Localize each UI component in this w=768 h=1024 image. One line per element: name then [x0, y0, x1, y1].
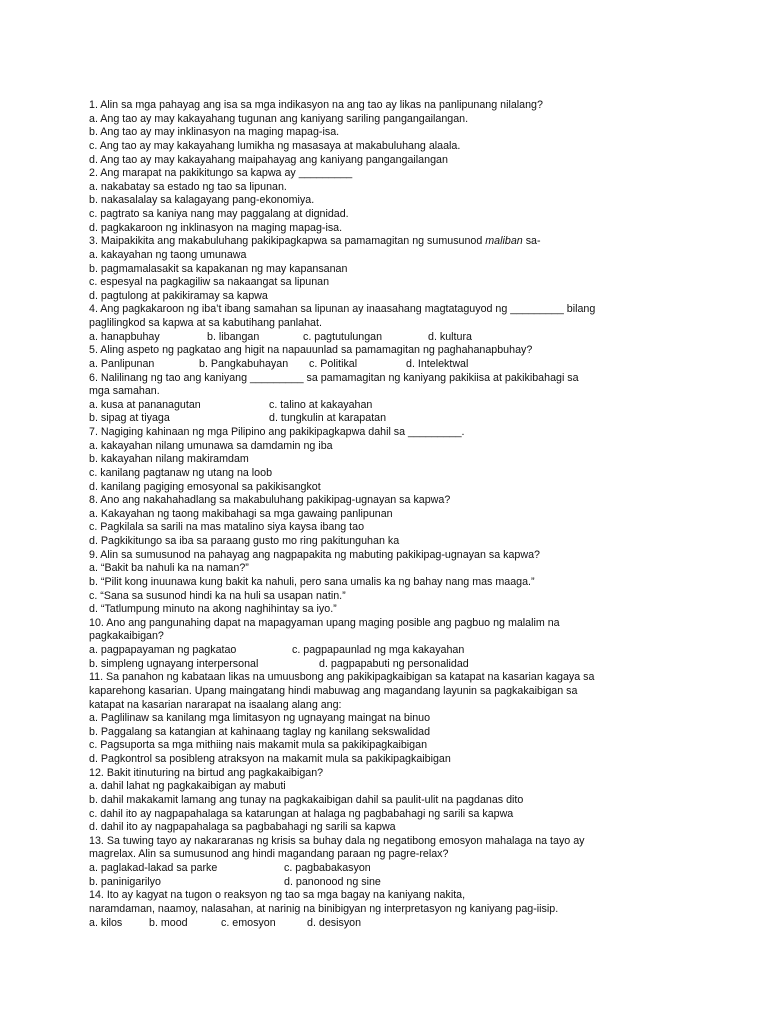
q11-choice-a: a. Paglilinaw sa kanilang mga limitasyon ng ugnayang maingat na binuo — [89, 712, 431, 725]
q7-choice-b: b. kakayahan nilang makiramdam — [89, 453, 249, 466]
q14-choice-d: d. desisyon — [307, 916, 362, 929]
q8-choice-d: d. Pagkikitungo sa iba sa paraang gusto mo ring pakitunguhan ka — [89, 535, 400, 547]
question-14-line-1: 14. Ito ay kagyat na tugon o reaksyon ng tao sa mga bagay na kaniyang nakita, — [89, 889, 466, 902]
q2-choice-a: a. nakabatay sa estado ng tao sa lipunan. — [89, 180, 287, 193]
q11-choice-b: b. Paggalang sa katangian at kahinaang taglay ng kanilang sekswalidad — [89, 725, 431, 738]
q6-choice-a: a. kusa at pananagutan — [89, 398, 201, 411]
questions-list — [89, 99, 689, 930]
q13-choices-row-2 — [89, 876, 689, 890]
q9-choice-d: d. “Tatlumpung minuto na akong naghihintay sa iyo.” — [89, 603, 337, 616]
q9-choice-b: b. “Pilit kong inuunawa kung bakit ka nahuli, pero sana umalis ka ng bahay nang mas maaga.” — [89, 575, 535, 588]
question-10-line-1: 10. Ano ang pangunahing dapat na mapagyaman upang maging posible ang pagbuo ng malalim na — [89, 616, 560, 629]
question-11-line-3: katapat na kasarian nararapat na isaalang alang ang: — [89, 698, 342, 711]
q13-choice-c: c. pagbabakasyon — [284, 862, 371, 874]
q10-choices-row-1 — [89, 644, 689, 658]
question-5: 5. Aling aspeto ng pagkatao ang higit na napauunlad sa pamamagitan ng paghahanapbuhay? — [89, 344, 533, 357]
q5-choice-c: c. Politikal — [309, 357, 358, 370]
q10-choice-a: a. pagpapayaman ng pagkatao — [89, 644, 237, 656]
q12-choice-b: b. dahil makakamit lamang ang tunay na pagkakaibigan dahil sa paulit-ulit na pagdanas dito — [89, 793, 524, 806]
q12-choice-a: a. dahil lahat ng pagkakaibigan ay mabuti — [89, 780, 286, 793]
q13-choice-a: a. paglakad-lakad sa parke — [89, 862, 218, 874]
question-7: 7. Nagiging kahinaan ng mga Pilipino ang pakikipagkapwa dahil sa _________. — [89, 426, 465, 438]
q12-choice-c: c. dahil ito ay nagpapahalaga sa katarungan at halaga ng pagbabahagi ng sarili sa kapwa — [89, 807, 514, 820]
q1-choice-d: d. Ang tao ay may kakayahang maipahayag ang kaniyang pangangailangan — [89, 153, 448, 166]
q13-choices-row-1 — [89, 862, 689, 876]
q4-choices-row — [89, 331, 689, 345]
q7-choice-d: d. kanilang pagiging emosyonal sa pakikisangkot — [89, 480, 321, 493]
question-2: 2. Ang marapat na pakikitungo sa kapwa ay _________ — [89, 167, 353, 180]
q1-choice-b: b. Ang tao ay may inklinasyon na maging mapag-isa. — [89, 126, 340, 139]
q2-choice-d: d. pagkakaroon ng inklinasyon na maging mapag-isa. — [89, 221, 343, 234]
q1-choice-c: c. Ang tao ay may kakayahang lumikha ng masasaya at makabuluhang alaala. — [89, 139, 461, 152]
q9-choice-a: a. “Bakit ba nahuli ka na naman?” — [89, 562, 249, 575]
q10-choice-c: c. pagpapaunlad ng mga kakayahan — [292, 644, 465, 656]
q4-choice-c: c. pagtutulungan — [303, 330, 383, 343]
question-6-line-1: 6. Nalilinang ng tao ang kaniyang _________ sa pamamagitan ng kaniyang pakikiisa at pakikibahagi sa — [89, 371, 579, 384]
question-13-line-2: magrelax. Alin sa sumusunod ang hindi magandang paraan ng pagre-relax? — [89, 848, 449, 861]
question-13-line-1: 13. Sa tuwing tayo ay nakararanas ng krisis sa buhay dala ng negatibong emosyon mahalaga na tayo ay — [89, 834, 585, 847]
q6-choice-b: b. sipag at tiyaga — [89, 412, 170, 425]
q10-choices-row-2 — [89, 658, 689, 672]
q6-choices-row-1 — [89, 399, 689, 413]
q14-choice-c: c. emosyon — [221, 916, 276, 929]
q3-text-post: sa- — [522, 235, 541, 248]
q2-choice-c: c. pagtrato sa kaniya nang may paggalang at dignidad. — [89, 208, 349, 220]
question-6-line-2: mga samahan. — [89, 385, 160, 398]
q14-choice-a: a. kilos — [89, 916, 123, 929]
question-4-line-1: 4. Ang pagkakaroon ng iba’t ibang samahan sa lipunan ay inaasahang magtataguyod ng _________ bilang — [89, 303, 596, 316]
q3-choice-d: d. pagtulong at pakikiramay sa kapwa — [89, 289, 268, 302]
q3-choice-c: c. espesyal na pagkagiliw sa nakaangat sa lipunan — [89, 276, 330, 289]
q5-choices-row — [89, 358, 689, 372]
q8-choice-c: c. Pagkilala sa sarili na mas matalino siya kaysa ibang tao — [89, 521, 365, 534]
q14-choice-b: b. mood — [149, 916, 188, 929]
question-12: 12. Bakit itinuturing na birtud ang pagkakaibigan? — [89, 766, 324, 779]
question-4-line-2: paglilingkod sa kapwa at sa kabutihang panlahat. — [89, 317, 322, 329]
q4-choice-b: b. libangan — [207, 330, 260, 343]
q3-text-pre: 3. Maipakikita ang makabuluhang pakikipagkapwa sa pamamagitan ng sumusunod — [89, 235, 486, 248]
question-11-line-2: kaparehong kasarian. Upang maingatang hindi mabuwag ang magandang layunin sa pagkakaibigan sa — [89, 684, 578, 697]
question-10-line-2: pagkakaibigan? — [89, 630, 164, 643]
q4-choice-d: d. kultura — [428, 330, 472, 343]
q13-choice-b: b. paninigarilyo — [89, 875, 161, 888]
q14-choices-row — [89, 917, 689, 931]
question-11-line-1: 11. Sa panahon ng kabataan likas na umuusbong ang pakikipagkaibigan sa katapat na kasarian kagaya sa — [89, 671, 595, 684]
q7-choice-c: c. kanilang pagtanaw ng utang na loob — [89, 466, 273, 479]
question-14-line-2: naramdaman, naamoy, nalasahan, at narinig na binibigyan ng interpretasyon ng kaniyang pag-iisip. — [89, 902, 559, 915]
q4-choice-a: a. hanapbuhay — [89, 330, 160, 343]
question-9: 9. Alin sa sumusunod na pahayag ang nagpapakita ng mabuting pakikipag-ugnayan sa kapwa? — [89, 548, 540, 561]
q11-choice-d: d. Pagkontrol sa posibleng atraksyon na makamit mula sa pakikipagkaibigan — [89, 753, 451, 765]
q3-choice-a: a. kakayahan ng taong umunawa — [89, 248, 247, 261]
q6-choices-row-2 — [89, 412, 689, 426]
q7-choice-a: a. kakayahan nilang umunawa sa damdamin ng iba — [89, 439, 333, 452]
q2-choice-b: b. nakasalalay sa kalagayang pang-ekonomiya. — [89, 194, 315, 207]
q10-choice-b: b. simpleng ugnayang interpersonal — [89, 657, 259, 670]
q3-text-emphasis: maliban — [485, 235, 523, 248]
question-8: 8. Ano ang nakahahadlang sa makabuluhang pakikipag-ugnayan sa kapwa? — [89, 494, 451, 507]
q5-choice-a: a. Panlipunan — [89, 357, 155, 370]
question-1: 1. Alin sa mga pahayag ang isa sa mga indikasyon na ang tao ay likas na panlipunang nilalang? — [89, 99, 543, 111]
q5-choice-d: d. Intelektwal — [406, 357, 469, 370]
q12-choice-d: d. dahil ito ay nagpapahalaga sa pagbabahagi ng sarili sa kapwa — [89, 821, 396, 834]
q13-choice-d: d. panonood ng sine — [284, 875, 381, 888]
q5-choice-b: b. Pangkabuhayan — [199, 357, 289, 370]
q1-choice-a: a. Ang tao ay may kakayahang tugunan ang kaniyang sariling pangangailangan. — [89, 112, 469, 125]
q8-choice-a: a. Kakayahan ng taong makibahagi sa mga gawaing panlipunan — [89, 507, 393, 520]
q6-choice-d: d. tungkulin at karapatan — [269, 412, 387, 425]
q10-choice-d: d. pagpapabuti ng personalidad — [319, 657, 469, 670]
q11-choice-c: c. Pagsuporta sa mga mithiing nais makamit mula sa pakikipagkaibigan — [89, 739, 428, 752]
q3-choice-b: b. pagmamalasakit sa kapakanan ng may kapansanan — [89, 262, 348, 275]
question-3 — [89, 235, 689, 249]
q9-choice-c: c. “Sana sa susunod hindi ka na huli sa usapan natin.” — [89, 589, 346, 602]
q6-choice-c: c. talino at kakayahan — [269, 398, 373, 411]
